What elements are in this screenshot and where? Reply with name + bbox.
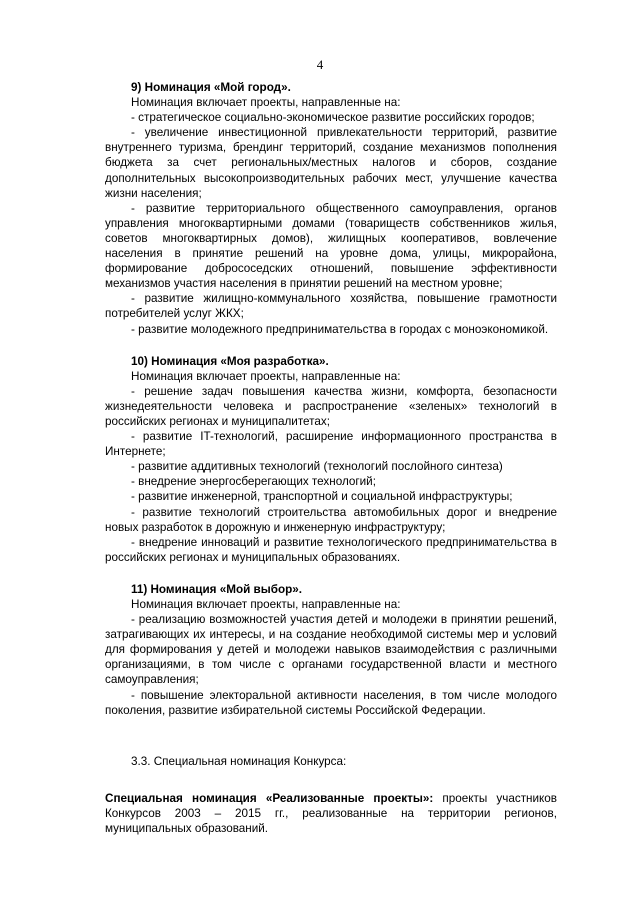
- subsection-title: 3.3. Специальная номинация Конкурса:: [131, 754, 347, 768]
- special-nomination-text: проекты участников Конкурсов 2003 – 2015 гг., реализованные на территории регионов, муниципальных образований.: [105, 791, 557, 836]
- paragraph: - увеличение инвестиционной привлекательности территорий, развитие внутреннего туризма, брендинг территорий, создание механизмов пополнения бюджета за счет региональных/местных налогов и сборов, создание дополнительных высокопроизводительных рабочих мест, улучшение качества жизни населения;: [105, 126, 557, 200]
- paragraph: - развитие аддитивных технологий (технологий послойного синтеза): [131, 460, 503, 474]
- section-heading: 10) Номинация «Моя разработка».: [131, 354, 329, 368]
- special-nomination: [105, 791, 557, 836]
- paragraph: Номинация включает проекты, направленные на:: [131, 369, 401, 383]
- section-heading: 11) Номинация «Мой выбор».: [131, 582, 302, 596]
- paragraph: - внедрение энергосберегающих технологий;: [131, 475, 376, 489]
- paragraph: - стратегическое социально-экономическое развитие российских городов;: [131, 111, 535, 125]
- paragraph: - развитие территориального общественного самоуправления, органов управления многоквартирными домами (товариществ собственников жилья, советов многоквартирных домов), жилищных кооперативов, вовлечение населения в принятие решений на уровне дома, улицы, микрорайона, формирование добрососедских отношений, повышение эффективности механизмов участия населения в принятии решений на местном уровне;: [105, 201, 557, 291]
- paragraph: - решение задач повышения качества жизни, комфорта, безопасности жизнедеятельности человека и распространение «зеленых» технологий в российских регионах и муниципалитетах;: [105, 384, 557, 428]
- paragraph: - развитие инженерной, транспортной и социальной инфраструктуры;: [131, 490, 513, 504]
- paragraph: - повышение электоральной активности населения, в том числе молодого поколения, развитие избирательной системы Российской Федерации.: [105, 688, 557, 717]
- document-body: [105, 80, 557, 836]
- paragraph: - развитие жилищно-коммунального хозяйства, повышение грамотности потребителей услуг ЖКХ;: [105, 292, 557, 321]
- paragraph: - развитие молодежного предпринимательства в городах с моноэкономикой.: [131, 322, 549, 336]
- paragraph: Номинация включает проекты, направленные на:: [131, 598, 401, 611]
- paragraph: - внедрение инноваций и развитие технологического предпринимательства в российских регионах и муниципальных образованиях.: [105, 535, 557, 564]
- paragraph: Номинация включает проекты, направленные на:: [131, 96, 401, 110]
- section-heading: 9) Номинация «Мой город».: [131, 81, 291, 94]
- nomination-my-city: [105, 80, 557, 337]
- paragraph: - развитие технологий строительства автомобильных дорог и внедрение новых разработок в дорожную и инженерную инфраструктуру;: [105, 505, 557, 534]
- paragraph: - реализацию возможностей участия детей и молодежи в принятии решений, затрагивающих их интересы, и на создание необходимой системы мер и условий для формирования у детей и молодежи навыков взаимодействия с различными организациями, в том числе с органами государственной власти и местного самоуправления;: [105, 613, 557, 687]
- nomination-my-choice: [105, 582, 557, 718]
- special-nomination-label: Специальная номинация «Реализованные проекты»:: [105, 791, 434, 805]
- page-number: 4: [316, 57, 324, 72]
- paragraph: - развитие IT-технологий, расширение информационного пространства в Интернете;: [105, 430, 557, 459]
- nomination-my-development: [105, 354, 557, 565]
